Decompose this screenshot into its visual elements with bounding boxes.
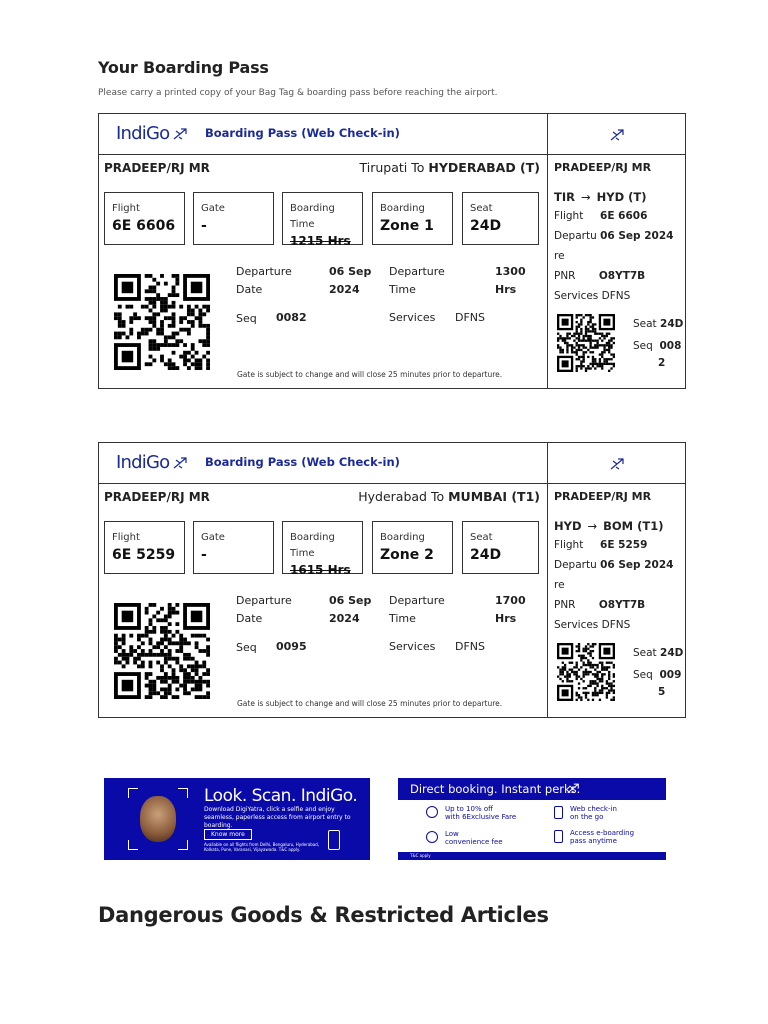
stub-passenger-name: PRADEEP/RJ MR (554, 161, 652, 174)
seq-label: Seq (236, 641, 257, 654)
qr-code (114, 603, 209, 701)
perk-fare: Up to 10% off with 6Exclusive Fare (445, 805, 517, 821)
stub-services: Services DFNS (554, 619, 631, 631)
know-more-button[interactable]: Know more (204, 829, 252, 840)
perk-checkin: Web check-in on the go (570, 805, 617, 821)
plane-icon (172, 455, 188, 469)
arrow-right-icon: → (580, 190, 591, 204)
departure-time-label: Departure Time (389, 594, 445, 625)
flight-box: Flight 6E 6606 (104, 192, 185, 245)
qr-code (114, 274, 209, 372)
services-label: Services (389, 640, 436, 653)
direct-booking-banner[interactable] (398, 778, 666, 860)
stub-divider (547, 443, 548, 717)
section-title: Dangerous Goods & Restricted Articles (98, 903, 549, 927)
passenger-name: PRADEEP/RJ MR (104, 161, 210, 175)
services-label: Services (389, 311, 436, 324)
seq-value: 0082 (276, 311, 307, 324)
departure-date: 06 Sep 2024 (329, 265, 372, 296)
seat-box: Seat 24D (462, 521, 539, 574)
flight-box: Flight 6E 5259 (104, 521, 185, 574)
qr-code (557, 643, 615, 701)
phone-icon (554, 806, 563, 819)
plane-icon (566, 782, 580, 795)
gate-box: Gate - (193, 192, 274, 245)
perk-eboarding: Access e-boarding pass anytime (570, 829, 635, 845)
banner-description: Download DigiYatra, click a selfie and enjoy seamless, paperless access from airport entry to boarding. (204, 806, 351, 829)
phone-icon (554, 830, 563, 843)
stub-divider (547, 114, 548, 388)
banner-title: Direct booking. Instant perks. (410, 782, 581, 796)
departure-date-label: Departure Date (236, 265, 292, 296)
seq-label: Seq (236, 312, 257, 325)
indigo-logo: IndiGo (116, 123, 170, 144)
stub-seq: Seq 009 5 (633, 669, 682, 698)
banner-title: Look. Scan. IndiGo. (204, 786, 358, 806)
stub-route: HYD → BOM (T1) (554, 519, 664, 533)
route: Hyderabad To MUMBAI (T1) (358, 489, 540, 504)
banner-header (398, 778, 666, 800)
banner-fine-print: Available on all flights from Delhi, Bengaluru, Hyderabad, Kolkata, Pune, Varanasi, Vijayawada. T&C apply. (204, 842, 319, 852)
departure-date-label: Departure Date (236, 594, 292, 625)
phone-icon (328, 830, 340, 850)
pass-heading: Boarding Pass (Web Check-in) (205, 126, 400, 140)
stub-seat: Seat 24D (633, 318, 684, 330)
plane-icon (609, 127, 625, 141)
indigo-logo: IndiGo (116, 452, 170, 473)
stub-departure: Departu 06 Sep 2024 re (554, 559, 674, 591)
stub-flight: Flight 6E 5259 (554, 539, 648, 551)
page-title: Your Boarding Pass (98, 58, 269, 77)
stub-passenger-name: PRADEEP/RJ MR (554, 490, 652, 503)
services-value: DFNS (455, 640, 486, 653)
boarding-pass (98, 113, 686, 389)
gate-box: Gate - (193, 521, 274, 574)
arrow-right-icon: → (587, 519, 598, 533)
boarding-pass (98, 442, 686, 718)
stub-pnr: PNR O8YT7B (554, 270, 646, 282)
plane-icon (609, 456, 625, 470)
header-divider (99, 154, 685, 155)
departure-time: 1700 Hrs (495, 594, 526, 625)
seat-box: Seat 24D (462, 192, 539, 245)
stub-seat: Seat 24D (633, 647, 684, 659)
percent-icon (426, 806, 438, 818)
rupee-icon (426, 831, 438, 843)
pass-heading: Boarding Pass (Web Check-in) (205, 455, 400, 469)
plane-icon (172, 126, 188, 140)
stub-seq: Seq 008 2 (633, 340, 682, 369)
departure-time: 1300 Hrs (495, 265, 526, 296)
qr-code (557, 314, 615, 372)
stub-route: TIR → HYD (T) (554, 190, 647, 204)
stub-pnr: PNR O8YT7B (554, 599, 646, 611)
boarding-zone-box: Boarding Zone 1 (372, 192, 453, 245)
digiyatra-banner[interactable] (104, 778, 370, 860)
boarding-time-box: Boarding Time 1615 Hrs (282, 521, 363, 574)
banner-fine-print: T&C apply (410, 853, 431, 858)
gate-notice: Gate is subject to change and will close 25 minutes prior to departure. (237, 699, 503, 708)
seq-value: 0095 (276, 640, 307, 653)
services-value: DFNS (455, 311, 486, 324)
passenger-name: PRADEEP/RJ MR (104, 490, 210, 504)
page-subtitle: Please carry a printed copy of your Bag Tag & boarding pass before reaching the airport. (98, 88, 498, 98)
gate-notice: Gate is subject to change and will close 25 minutes prior to departure. (237, 370, 503, 379)
perks-panel (398, 800, 666, 852)
perk-fee: Low convenience fee (445, 830, 503, 846)
header-divider (99, 483, 685, 484)
boarding-zone-box: Boarding Zone 2 (372, 521, 453, 574)
boarding-time-box: Boarding Time 1215 Hrs (282, 192, 363, 245)
route: Tirupati To HYDERABAD (T) (359, 160, 540, 175)
stub-departure: Departu 06 Sep 2024 re (554, 230, 674, 262)
face-image (140, 796, 176, 842)
stub-flight: Flight 6E 6606 (554, 210, 648, 222)
departure-time-label: Departure Time (389, 265, 445, 296)
departure-date: 06 Sep 2024 (329, 594, 372, 625)
stub-services: Services DFNS (554, 290, 631, 302)
